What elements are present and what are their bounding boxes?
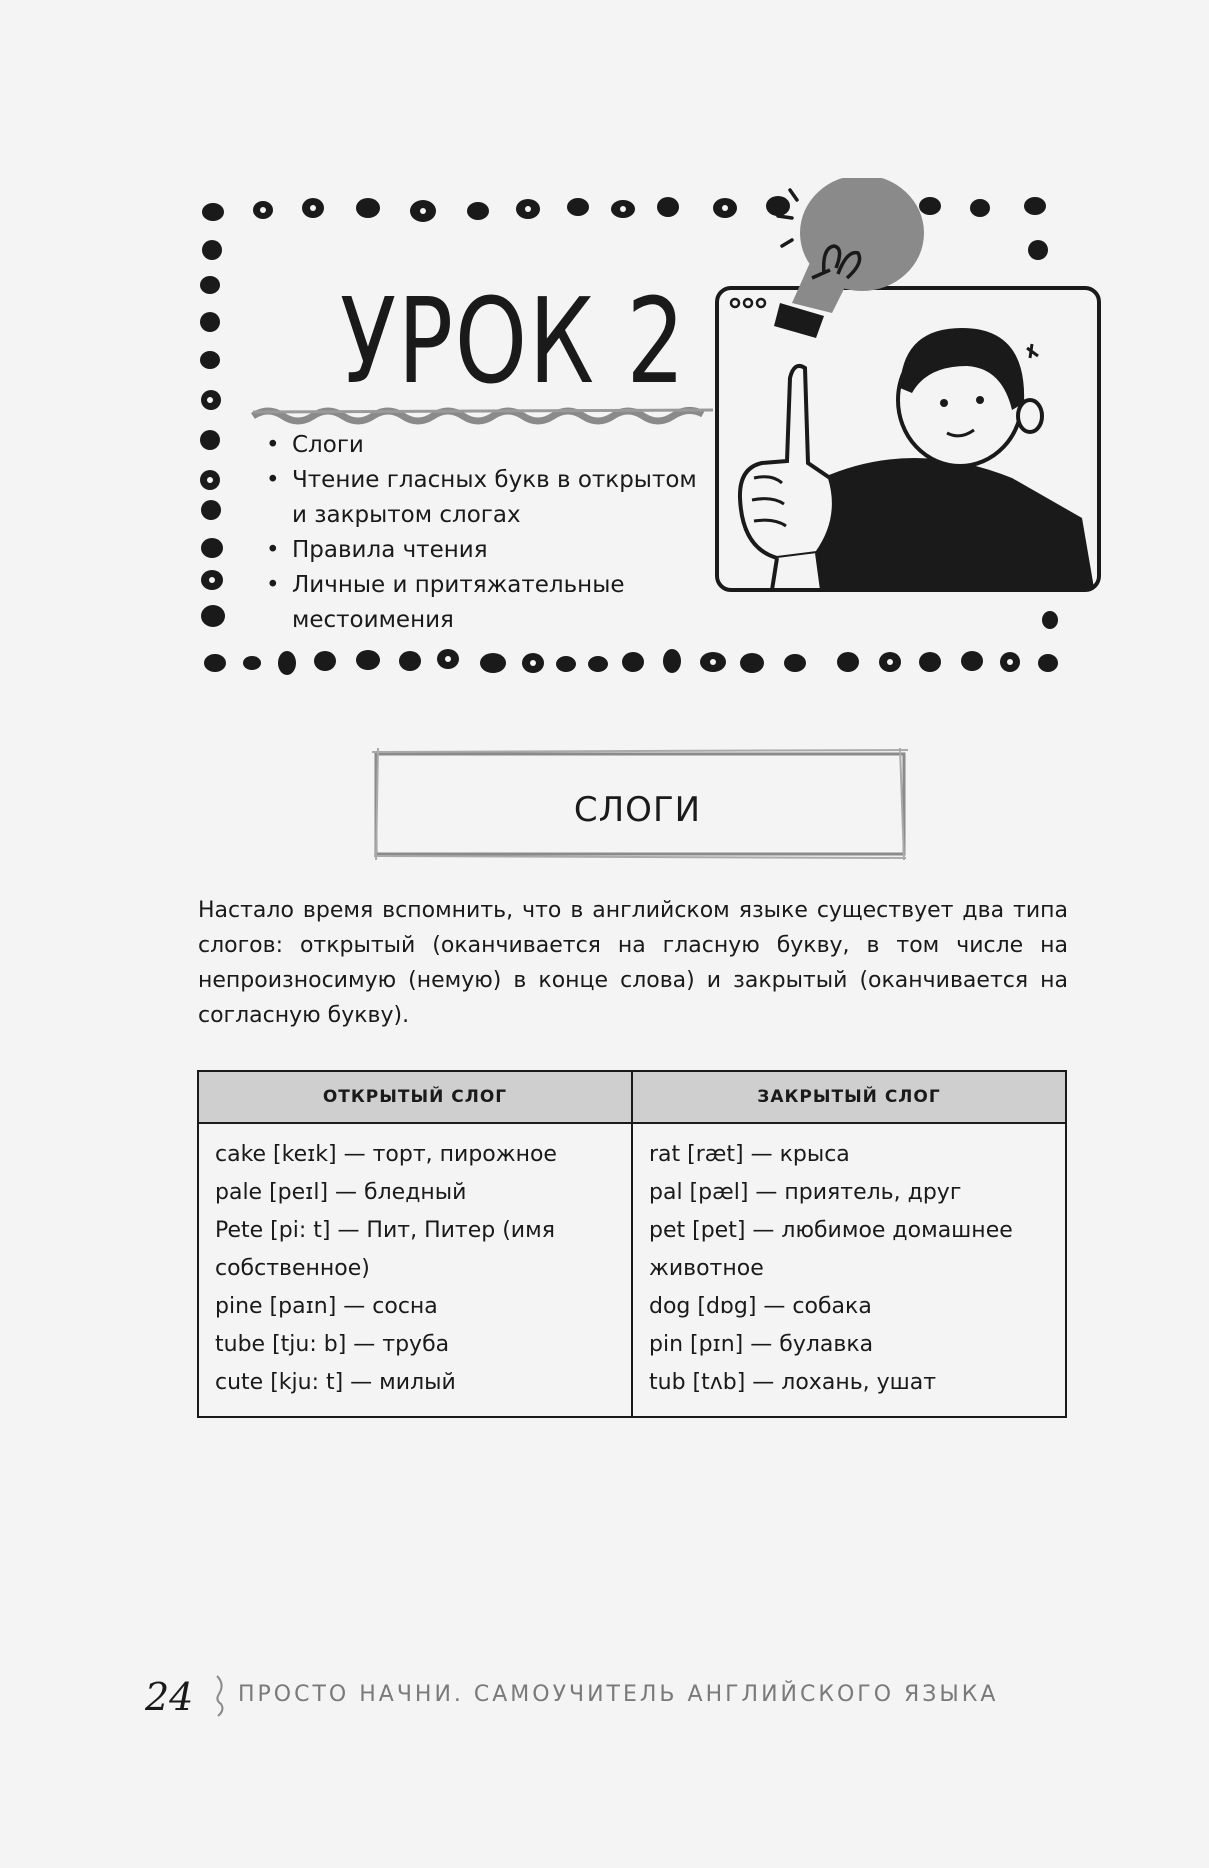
list-item: pin [pɪn] — булавка bbox=[649, 1332, 874, 1357]
page-number: 24 bbox=[145, 1675, 194, 1719]
lesson-title: УРОК 2 bbox=[340, 272, 687, 410]
open-syllable-cell bbox=[198, 1123, 632, 1417]
list-item: tub [tʌb] — лохань, ушат bbox=[649, 1370, 937, 1395]
lesson-illustration bbox=[712, 178, 1112, 608]
list-item: rat [ræt] — крыса bbox=[649, 1142, 850, 1167]
syllables-table bbox=[197, 1070, 1067, 1418]
list-item: tube [tju: b] — труба bbox=[215, 1332, 450, 1357]
table-header-row bbox=[198, 1071, 1066, 1123]
topic-item: • Правила чтения bbox=[262, 533, 712, 568]
list-item: cute [kju: t] — милый bbox=[215, 1370, 456, 1395]
list-item: cake [keɪk] — торт, пирожное bbox=[215, 1142, 557, 1167]
list-item: Pete [pi: t] — Пит, Питер (имя собственное) bbox=[215, 1218, 555, 1281]
list-item: pine [paɪn] — сосна bbox=[215, 1294, 438, 1319]
list-item: pal [pæl] — приятель, друг bbox=[649, 1180, 962, 1205]
list-item: pale [peɪl] — бледный bbox=[215, 1180, 467, 1205]
intro-paragraph: Настало время вспомнить, что в английском языке существует два типа слогов: открытый (оканчивается на гласную букву, в том числе на непроизносимую (немую) в конце слова) и закрытый (оканчивается на согласную букву). bbox=[198, 898, 1068, 1028]
column-header-closed: ЗАКРЫТЫЙ СЛОГ bbox=[632, 1071, 1066, 1123]
column-header-open: ОТКРЫТЫЙ СЛОГ bbox=[198, 1071, 632, 1123]
section-title: СЛОГИ bbox=[573, 790, 702, 830]
list-item: dog [dɒg] — собака bbox=[649, 1294, 872, 1319]
topic-item: • Слоги bbox=[262, 428, 712, 463]
list-item: pet [pet] — любимое домашнее животное bbox=[649, 1218, 1013, 1281]
topic-item: • Личные и притяжательные местоимения bbox=[262, 568, 712, 638]
table-row bbox=[198, 1123, 1066, 1417]
scribble-underline-decoration bbox=[248, 398, 718, 428]
book-title: ПРОСТО НАЧНИ. САМОУЧИТЕЛЬ АНГЛИЙСКОГО ЯЗЫКА bbox=[238, 1682, 999, 1707]
closed-syllable-cell bbox=[632, 1123, 1066, 1417]
topic-item: • Чтение гласных букв в открытом и закрытом слогах bbox=[262, 463, 712, 533]
lesson-topics-list bbox=[262, 428, 712, 638]
footer-divider bbox=[213, 1674, 227, 1718]
